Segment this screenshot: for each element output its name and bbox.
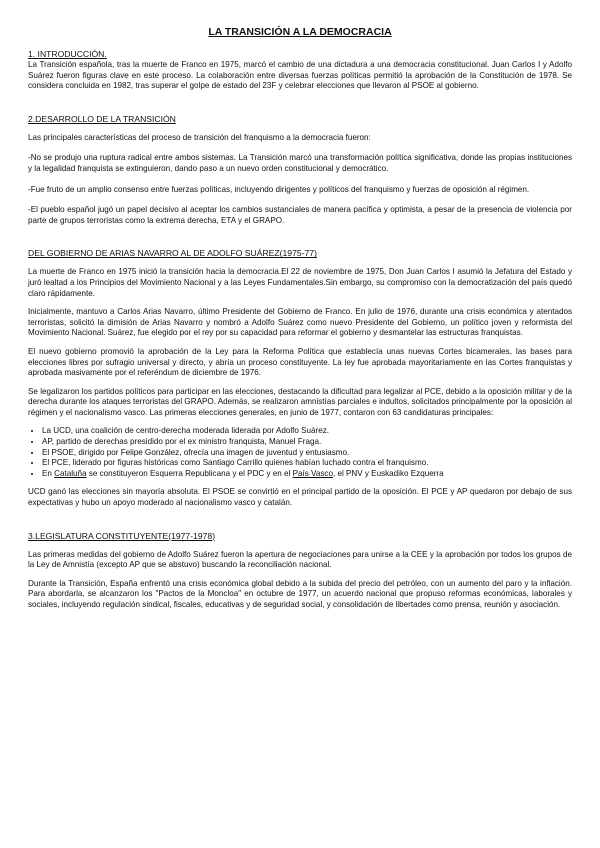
paragraph: La Transición española, tras la muerte de Franco en 1975, marcó el cambio de una dictadura a una democracia constitucional. Juan Carlos I y Adolfo Suárez fueron figuras clave en este proceso. La colaboración entre diversas fuerzas políticas permitió la aprobación de la Constitución de 1978. Se considera concluida en 1982, tras superar el golpe de estado del 23F y celebrar elecciones que llevaron al PSOE al gobierno. — [28, 60, 572, 91]
paragraph: -El pueblo español jugó un papel decisivo al aceptar los cambios sustanciales de manera pacífica y optimista, a pesar de la presencia de violencia por parte de grupos terroristas como la extrema derecha, ETA y el GRAPO. — [28, 205, 572, 225]
paragraph: UCD ganó las elecciones sin mayoría absoluta. El PSOE se convirtió en el principal partido de la oposición. El PCE y AP quedaron por debajo de sus expectativas y hubo un apoyo moderado al nacionalismo vasco y catalán. — [28, 487, 572, 508]
section-heading-legislatura: 3.LEGISLATURA CONSTITUYENTE(1977-1978) — [28, 530, 216, 541]
section-heading-desarrollo: 2.DESARROLLO DE LA TRANSICIÓN — [28, 113, 176, 124]
list-item: • La UCD, una coalición de centro-derecha moderada liderada por Adolfo Suárez. — [42, 426, 572, 437]
document-title: LA TRANSICIÓN A LA DEMOCRACIA — [208, 26, 392, 38]
document-page — [28, 26, 572, 611]
paragraph: Las primeras medidas del gobierno de Adolfo Suárez fueron la apertura de negociaciones para unirse a la CEE y la aprobación por todos los grupos de la Ley de Amnistía (excepto AP que se abstuvo) buscando la reconciliación nacional. — [28, 549, 572, 570]
paragraph: La muerte de Franco en 1975 inició la transición hacia la democracia.El 22 de noviembre de 1975, Don Juan Carlos I asumió la Jefatura del Estado y juró lealtad a los Principios del Movimiento Nacional y a las Leyes Fundamentales.Sin embargo, su compromiso con la democratización del país quedó claro rápidamente. — [28, 267, 572, 298]
section-heading-arias-suarez: DEL GOBIERNO DE ARIAS NAVARRO AL DE ADOLFO SUÁREZ(1975-77) — [28, 248, 317, 259]
paragraph: Las principales características del proceso de transición del franquismo a la democracia fueron: — [28, 132, 371, 142]
list-item: • El PSOE, dirigido por Felipe González, ofrecía una imagen de juventud y entusiasmo. — [42, 448, 572, 459]
paragraph: Inicialmente, mantuvo a Carlos Arias Navarro, último Presidente del Gobierno de Franco. En julio de 1976, durante una crisis económica y atentados terroristas, solicitó la dimisión de Arias Navarro y nombró a Adolfo Suárez como nuevo Presidente del Gobierno, un político joven y reformista del Movimiento Nacional. Suárez, fue elegido por el rey por su capacidad para reformar el gobierno y desmantelar las estructuras franquistas. — [28, 307, 572, 338]
paragraph: Se legalizaron los partidos políticos para participar en las elecciones, destacando la dificultad para legalizar al PCE, debido a la oposición militar y de la derecha durante los ataques terroristas del GRAPO. Además, se realizaron amnistías parciales e indultos, solicitados principalmente por la oposición al régimen y el nacionalismo vasco. Las primeras elecciones generales, en junio de 1977, contaron con 63 candidaturas principales: — [28, 386, 572, 417]
candidaturas-list — [28, 426, 572, 479]
link-cataluna[interactable]: Cataluña — [54, 468, 87, 478]
list-item: • En Cataluña se constituyeron Esquerra Republicana y el PDC y en el País Vasco, el PNV y Euskadiko Ezquerra — [42, 469, 572, 480]
paragraph: El nuevo gobierno promovió la aprobación de la Ley para la Reforma Política que establecía unas nuevas Cortes bicamerales, las bases para elecciones libres por sufragio universal y directo, y abría un proceso constituyente. La ley fue aprobada mayoritariamente en las Cortes franquistas y aprobada masivamente por el referéndum de diciembre de 1976. — [28, 346, 572, 378]
link-pais-vasco[interactable]: País Vasco — [292, 468, 333, 478]
list-item: • El PCE, liderado por figuras históricas como Santiago Carrillo quienes habían luchado contra el franquismo. — [42, 458, 572, 469]
paragraph: Durante la Transición, España enfrentó una crisis económica global debido a la subida del precio del petróleo, con un aumento del paro y la inflación. Para abordarla, se alcanzaron los "Pactos de la Moncloa" en octubre de 1977, un acuerdo nacional que propuso reformas económicas, laborales y sociales, incluyendo regulación sindical, fiscales, educativas y de seguridad social, y consolidación de libertades como prensa, reunión y asociación. — [28, 578, 572, 609]
paragraph: -No se produjo una ruptura radical entre ambos sistemas. La Transición marcó una transformación política significativa, donde las propias instituciones y la legalidad franquista se extinguieron, dando paso a un nuevo orden constitucional y democrático. — [28, 153, 572, 173]
list-item: • AP, partido de derechas presidido por el ex ministro franquista, Manuel Fraga. — [42, 437, 572, 448]
paragraph: -Fue fruto de un amplio consenso entre fuerzas políticas, incluyendo dirigentes y políticos del franquismo y fuerzas de oposición al régimen. — [28, 184, 530, 194]
section-heading-introduccion: 1. INTRODUCCIÓN. — [28, 49, 107, 59]
